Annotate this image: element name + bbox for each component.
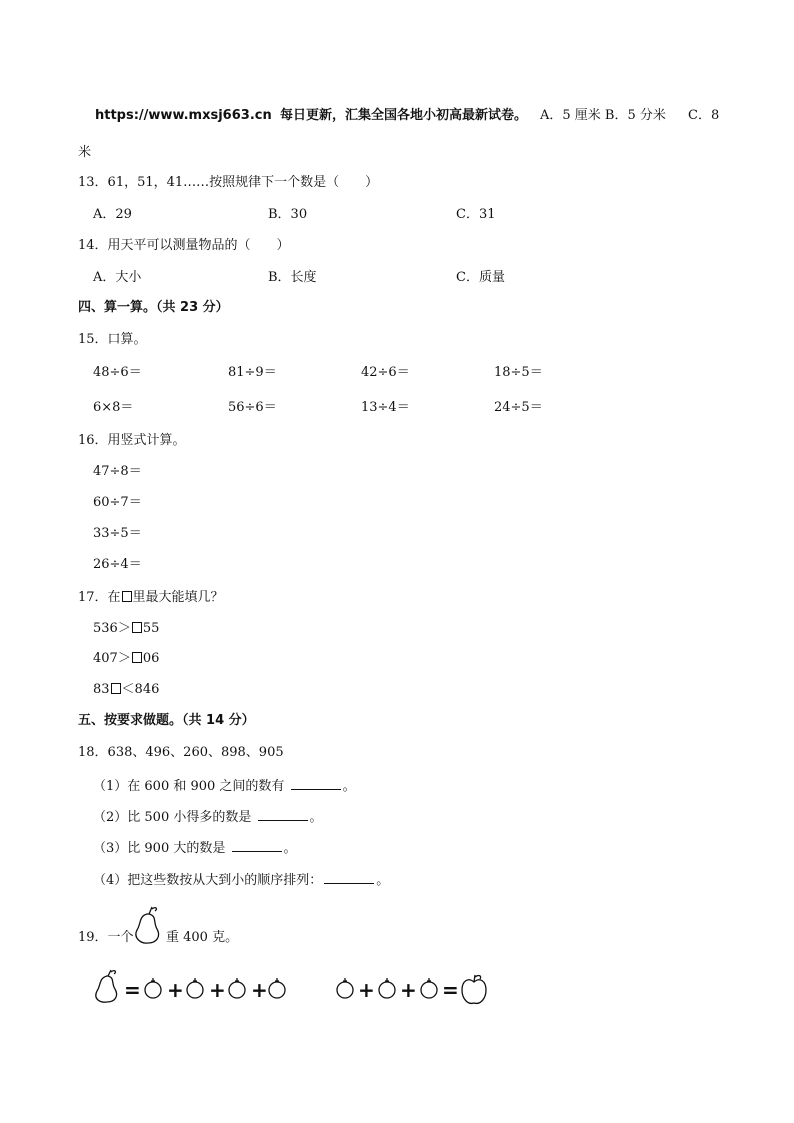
q18-part-4: （4）把这些数按从大到小的顺序排列： 。 <box>93 873 390 888</box>
answer-blank[interactable] <box>258 808 308 821</box>
q15-stem: 15．口算。 <box>78 332 147 347</box>
q14-option-a: A．大小 <box>93 270 142 285</box>
answer-blank[interactable] <box>232 839 282 852</box>
q17-item-2: 407＞ 06 <box>93 651 160 666</box>
q15-item: 42÷6＝ <box>361 365 410 380</box>
plus-sign: + <box>167 978 184 1002</box>
orange-icon <box>376 976 398 1000</box>
blank-box-icon <box>132 622 142 633</box>
orange-icon <box>418 976 440 1000</box>
equals-sign: = <box>124 978 141 1002</box>
q15-item: 18÷5＝ <box>494 365 543 380</box>
orange-icon <box>334 976 356 1000</box>
equals-sign: = <box>442 978 459 1002</box>
q15-item: 6×8＝ <box>93 400 134 415</box>
pear-icon <box>93 968 123 1004</box>
q18-part-2: （2）比 500 小得多的数是 。 <box>93 810 323 825</box>
q13-option-a: A．29 <box>93 207 132 222</box>
section-5-title: 五、按要求做题。（共 14 分） <box>78 713 255 728</box>
q15-item: 48÷6＝ <box>93 365 142 380</box>
q13-option-c: C．31 <box>456 207 496 222</box>
q14-stem: 14．用天平可以测量物品的（ ） <box>78 238 290 253</box>
answer-blank[interactable] <box>291 777 341 790</box>
q19-post: 重 400 克。 <box>166 930 239 945</box>
orange-icon <box>226 976 248 1000</box>
q18-part-1: （1）在 600 和 900 之间的数有 。 <box>93 779 356 794</box>
website-url[interactable]: https://www.mxsj663.cn <box>95 108 272 123</box>
q13-stem: 13．61，51，41……按照规律下一个数是（ ） <box>78 175 379 190</box>
orange-icon <box>266 976 288 1000</box>
q15-item: 13÷4＝ <box>361 400 410 415</box>
blank-box-icon <box>122 591 132 602</box>
blank-box-icon <box>132 652 142 663</box>
q19-pre: 19．一个 <box>78 930 134 945</box>
q16-item: 33÷5＝ <box>93 526 142 541</box>
section-4-title: 四、算一算。（共 23 分） <box>78 300 229 315</box>
plus-sign: + <box>358 978 375 1002</box>
q14-option-c: C．质量 <box>456 270 505 285</box>
q17-stem: 17．在 里最大能填几？ <box>78 590 224 605</box>
q16-stem: 16．用竖式计算。 <box>78 433 186 448</box>
orange-icon <box>184 976 206 1000</box>
q14-option-b: B．长度 <box>268 270 317 285</box>
q16-item: 60÷7＝ <box>93 495 142 510</box>
q16-item: 47÷8＝ <box>93 464 142 479</box>
q18-part-3: （3）比 900 大的数是 。 <box>93 841 297 856</box>
orange-icon <box>142 976 164 1000</box>
q18-stem: 18．638、496、260、898、905 <box>78 745 284 760</box>
q15-item: 24÷5＝ <box>494 400 543 415</box>
q15-item: 56÷6＝ <box>228 400 277 415</box>
apple-icon <box>460 972 488 1006</box>
answer-blank[interactable] <box>324 871 374 884</box>
plus-sign: + <box>400 978 417 1002</box>
plus-sign: + <box>251 978 268 1002</box>
q16-item: 26÷4＝ <box>93 557 142 572</box>
q13-option-b: B．30 <box>268 207 308 222</box>
q15-item: 81÷9＝ <box>228 365 277 380</box>
q12-option-c: C．8 <box>688 108 720 123</box>
q12-option-c-unit: 米 <box>78 145 92 160</box>
blank-box-icon <box>111 683 121 694</box>
q12-options-ab: A．5 厘米 B．5 分米 <box>540 108 666 123</box>
plus-sign: + <box>209 978 226 1002</box>
q17-item-1: 536＞ 55 <box>93 621 160 636</box>
pear-icon <box>133 904 163 944</box>
q17-item-3: 83 ＜846 <box>93 682 160 697</box>
promo-text: 每日更新，汇集全国各地小初高最新试卷。 <box>280 108 528 123</box>
